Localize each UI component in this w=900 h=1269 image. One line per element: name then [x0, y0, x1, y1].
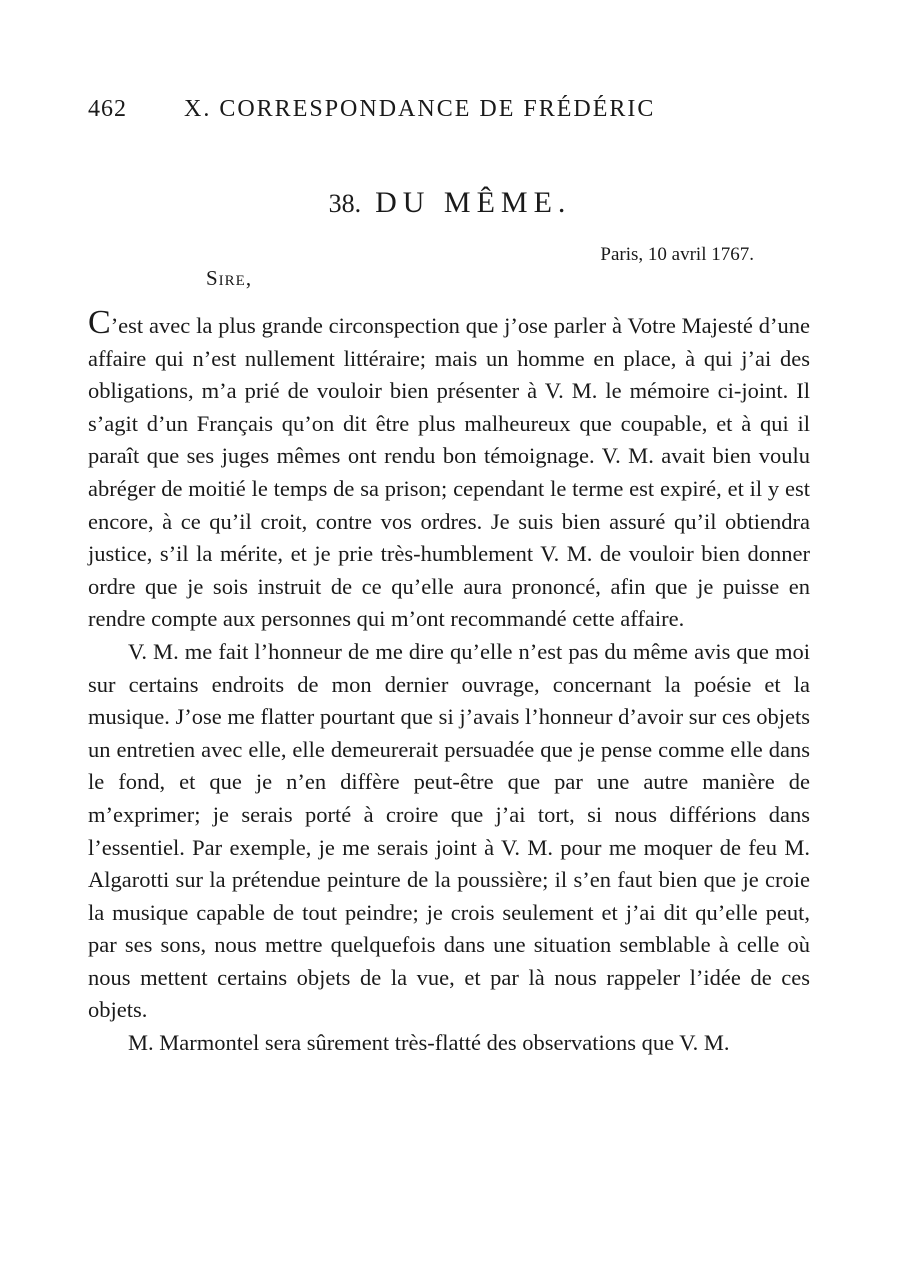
letter-heading — [0, 186, 900, 220]
letter-title: DU MÊME. — [375, 186, 572, 219]
drop-cap: C — [88, 304, 111, 341]
paragraph-2: V. M. me fait l’honneur de me dire qu’elle n’est pas du même avis que moi sur certains endroits de mon dernier ouvrage, concernant la poésie et la musique. J’ose me flatter pourtant que si j’avais l’honneur d’avoir sur ces objets un entretien avec elle, elle demeurerait persuadée que je pense comme elle dans le fond, et que je n’en diffère peut-être que par une autre manière de m’exprimer; je serais porté à croire que j’ai tort, si nous différions dans l’essentiel. Par exemple, je me serais joint à V. M. pour me moquer de feu M. Algarotti sur la prétendue peinture de la poussière; il s’en faut bien que je croie la musique capable de tout peindre; je crois seulement et j’ai dit qu’elle peut, par ses sons, nous mettre quelquefois dans une situation semblable à celle où nous mettent certains objets de la vue, et par là nous rappeler l’idée de ces objets. — [88, 638, 810, 1023]
letter-number: 38. — [328, 189, 362, 218]
paragraph-1-text: ’est avec la plus grande circonspection que j’ose parler à Votre Majesté d’une affaire qui n’est nullement littéraire; mais un homme en place, à qui j’ai des obligations, m’a prié de vouloir bien présenter à V. M. le mémoire ci-joint. Il s’agit d’un Français qu’on dit être plus malheureux que coupable, et à qui il paraît que ses juges mêmes ont rendu bon témoignage. V. M. avait bien voulu abréger de moitié le temps de sa prison; cependant le terme est expiré, et il y est encore, à ce qu’il croit, contre vos ordres. Je suis bien assuré qu’il obtiendra justice, s’il la mérite, et je prie très-humblement V. M. de vouloir bien donner ordre que je sois instruit de ce qu’elle aura prononcé, afin que je puisse en rendre compte aux personnes qui m’ont recommandé cette affaire. — [88, 313, 810, 632]
paragraph-1 — [88, 306, 810, 636]
dateline: Paris, 10 avril 1767. — [600, 244, 754, 265]
running-title: X. CORRESPONDANCE DE FRÉDÉRIC — [184, 96, 656, 122]
letter-body — [88, 306, 810, 1060]
running-head — [88, 96, 728, 123]
salutation: Sire, — [206, 266, 253, 290]
paragraph-3: M. Marmontel sera sûrement très-flatté des observations que V. M. — [128, 1030, 730, 1056]
page-number: 462 — [88, 96, 127, 122]
